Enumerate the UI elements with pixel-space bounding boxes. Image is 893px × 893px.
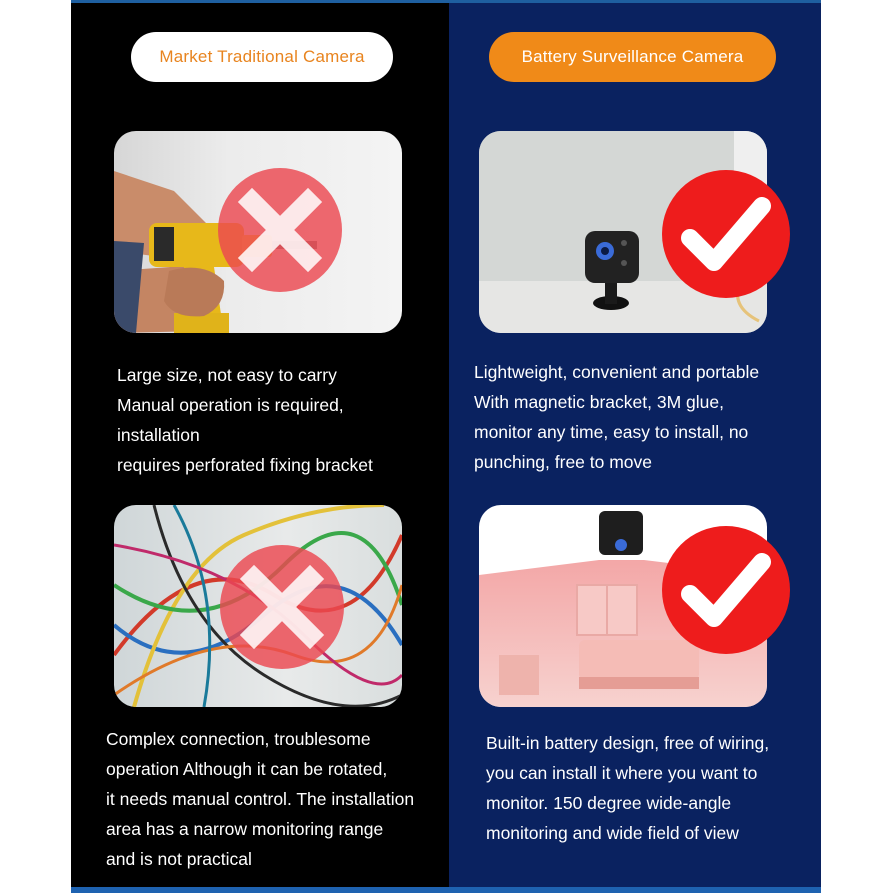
- desc-line: installation: [117, 425, 200, 445]
- check-mark-icon: [662, 170, 790, 298]
- top-border: [71, 0, 821, 3]
- desc-line: monitor. 150 degree wide-angle: [486, 793, 732, 813]
- desc-line: With magnetic bracket, 3M glue,: [474, 392, 724, 412]
- desc-line: requires perforated fixing bracket: [117, 455, 373, 475]
- desc-line: you can install it where you want to: [486, 763, 758, 783]
- desc-line: Built-in battery design, free of wiring,: [486, 733, 770, 753]
- traditional-camera-drawbacks: [117, 360, 373, 480]
- desc-line: Manual operation is required,: [117, 395, 344, 415]
- check-mark-icon: [662, 526, 790, 654]
- desc-line: Large size, not easy to carry: [117, 365, 337, 385]
- traditional-camera-header: Market Traditional Camera: [131, 32, 393, 82]
- desc-line: area has a narrow monitoring range: [106, 819, 384, 839]
- x-mark-icon: [218, 168, 342, 292]
- desc-line: Complex connection, troublesome: [106, 729, 371, 749]
- desc-line: monitoring and wide field of view: [486, 823, 739, 843]
- battery-camera-benefits: [474, 357, 759, 477]
- desc-line: operation Although it can be rotated,: [106, 759, 388, 779]
- battery-design-benefits: [486, 728, 769, 848]
- battery-camera-header: Battery Surveillance Camera: [489, 32, 776, 82]
- traditional-wiring-drawbacks: [106, 724, 414, 874]
- desc-line: punching, free to move: [474, 452, 653, 472]
- desc-line: monitor any time, easy to install, no: [474, 422, 749, 442]
- bottom-border: [71, 887, 821, 893]
- x-mark-icon: [220, 545, 344, 669]
- desc-line: Lightweight, convenient and portable: [474, 362, 760, 382]
- desc-line: it needs manual control. The installation: [106, 789, 415, 809]
- desc-line: and is not practical: [106, 849, 252, 869]
